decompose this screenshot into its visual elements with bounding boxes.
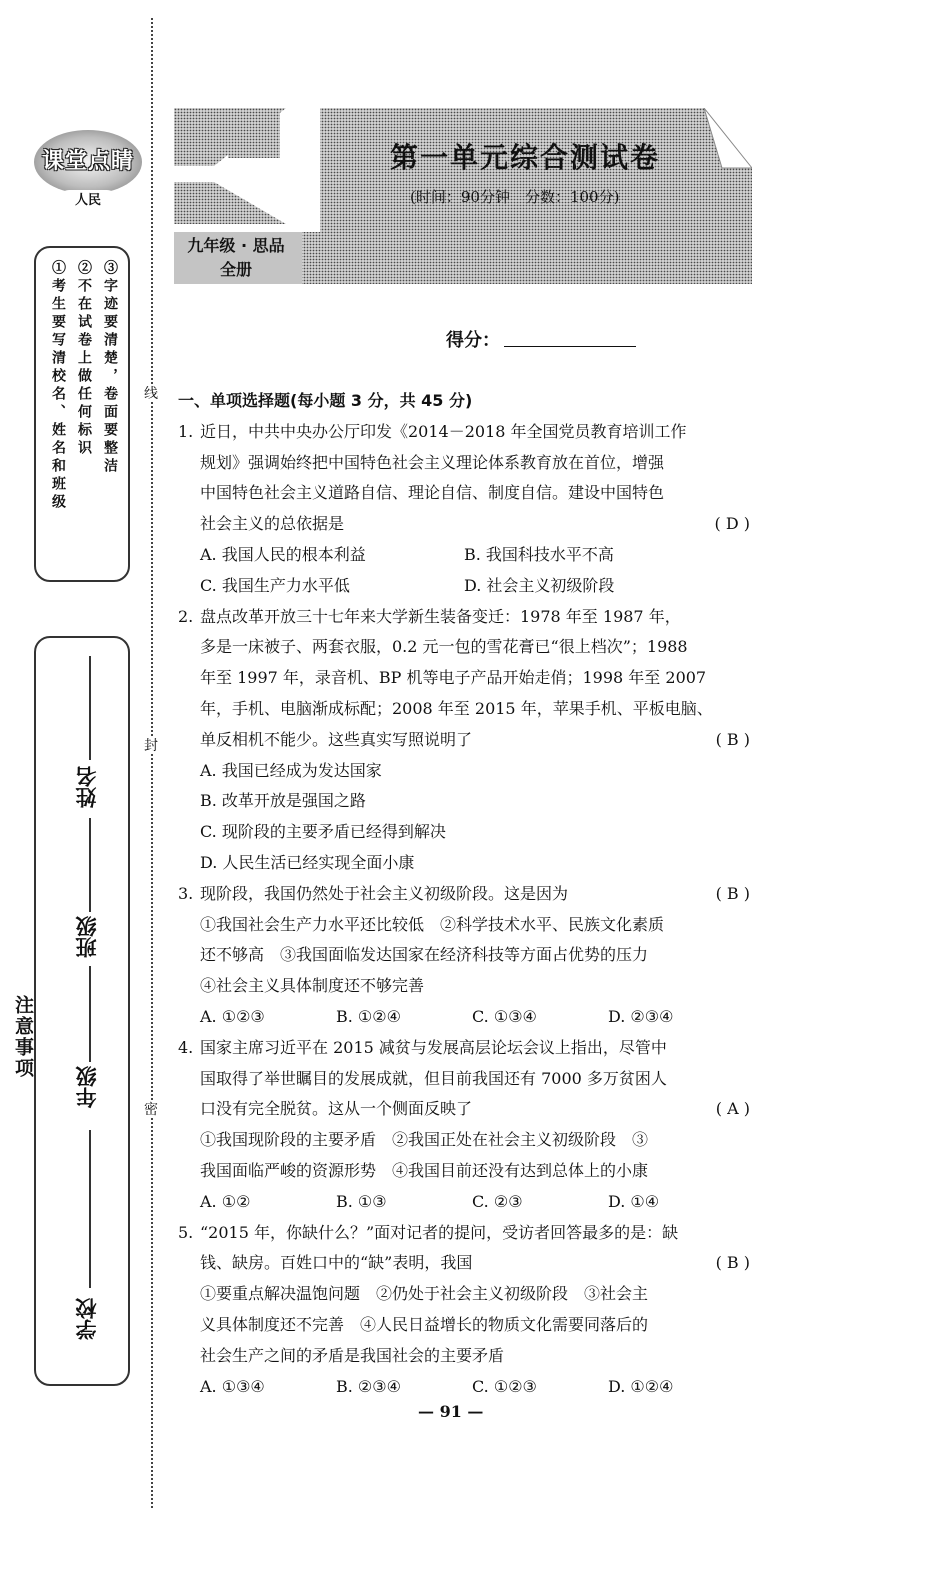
class-line (89, 818, 91, 912)
school-line (89, 1130, 91, 1288)
question-number: 2. (178, 606, 194, 626)
question-text-line: 义具体制度还不完善 ④人民日益增长的物质文化需要同落后的 (200, 1314, 649, 1334)
page-subtitle: (时间：90分钟 分数：100分) (410, 188, 620, 206)
grade-line (89, 966, 91, 1062)
option: A. 我国人民的根本利益 (200, 544, 366, 564)
question-4 (178, 1033, 750, 1187)
class-label-wrap (72, 916, 102, 958)
student-info-box (34, 636, 130, 1386)
options-row (178, 1187, 750, 1218)
question-text-line: 钱、缺房。百姓口中的“缺”表明，我国 ( B ) (200, 1248, 750, 1279)
option: D. ①④ (608, 1191, 660, 1211)
options-row (178, 540, 750, 571)
cut-mark-secret: 密 (144, 1102, 158, 1118)
option: D. 人民生活已经实现全面小康 (200, 852, 415, 872)
notes-box (34, 246, 130, 582)
question-text-line: 还不够高 ③我国面临发达国家在经济科技等方面占优势的压力 (200, 945, 649, 965)
cut-line (151, 18, 153, 1508)
option: C. 现阶段的主要矛盾已经得到解决 (200, 822, 446, 842)
page-title: 第一单元综合测试卷 (390, 141, 661, 174)
options-row (178, 571, 750, 602)
question-text-line: 口没有完全脱贫。这从一个侧面反映了 ( A ) (200, 1094, 750, 1125)
cut-mark-seal: 封 (144, 738, 158, 754)
cut-mark-line: 线 (144, 386, 158, 402)
option: A. 我国已经成为发达国家 (200, 760, 382, 780)
option: D. ①②④ (608, 1376, 674, 1396)
option: C. ①②③ (472, 1376, 537, 1396)
question-section (178, 386, 750, 1402)
question-text-line: ①我国社会生产力水平还比较低 ②科学技术水平、民族文化素质 (200, 914, 665, 934)
question-text-line: ①我国现阶段的主要矛盾 ②我国正处在社会主义初级阶段 ③ (200, 1130, 649, 1150)
question-text-line: 社会主义的总依据是 ( D ) (200, 509, 750, 540)
option: B. ①②④ (336, 1006, 401, 1026)
grade-subject (176, 234, 296, 282)
school-label: 学校 (75, 1298, 99, 1340)
banner-left-block (228, 108, 280, 158)
option: B. ②③④ (336, 1376, 401, 1396)
name-label: 姓名 (75, 766, 99, 808)
question-number: 5. (178, 1222, 194, 1242)
answer: ( B ) (715, 883, 750, 903)
question-5 (178, 1218, 750, 1372)
answer: ( B ) (715, 1253, 750, 1273)
option: A. ①② (200, 1191, 251, 1211)
name-label-wrap (72, 766, 102, 808)
notes-title: 注意事项 (12, 994, 34, 1079)
answer: ( A ) (715, 1099, 750, 1119)
question-text-line: 单反相机不能少。这些真实写照说明了 ( B ) (200, 725, 750, 756)
option: C. ①③④ (472, 1006, 537, 1026)
question-text-line: 近日，中共中央办公厅印发《2014－2018 年全国党员教育培训工作 (200, 421, 687, 441)
question-text-line: 社会生产之间的矛盾是我国社会的主要矛盾 (200, 1345, 505, 1365)
question-text-line: ①要重点解决温饱问题 ②仍处于社会主义初级阶段 ③社会主 (200, 1284, 649, 1304)
question-text-line: ④社会主义具体制度还不够完善 (200, 976, 425, 996)
question-text-line: 多是一床被子、两套衣服，0.2 元一包的雪花膏已“很上档次”；1988 (200, 637, 688, 657)
question-1 (178, 417, 750, 540)
note-line-3: ③字迹要清楚，卷面要整洁 (102, 260, 118, 476)
option: C. ②③ (472, 1191, 523, 1211)
question-text-line: “2015 年，你缺什么？”面对记者的提问，受访者回答最多的是：缺 (200, 1222, 679, 1242)
option: D. 社会主义初级阶段 (464, 575, 615, 595)
class-label: 班级 (75, 916, 99, 958)
option: B. 我国科技水平不高 (464, 544, 614, 564)
question-text-line: 国取得了举世瞩目的发展成就，但目前我国还有 7000 多万贫困人 (200, 1068, 667, 1088)
score-blank (504, 346, 636, 347)
question-text-line: 我国面临严峻的资源形势 ④我国目前还没有达到总体上的小康 (200, 1160, 649, 1180)
brand-logo (34, 130, 142, 214)
question-text-line: 现阶段，我国仍然处于社会主义初级阶段。这是因为 ( B ) (200, 879, 750, 910)
note-line-2: ②不在试卷上做任何标识 (76, 260, 92, 458)
question-text-line: 年，手机、电脑渐成标配；2008 年至 2015 年，苹果手机、平板电脑、 (200, 698, 713, 718)
grade-label: 年级 (75, 1066, 99, 1108)
option: C. 我国生产力水平低 (200, 575, 350, 595)
options-row (178, 1372, 750, 1403)
banner-corner-bottom (174, 182, 286, 224)
option: A. ①②③ (200, 1006, 265, 1026)
page-number: — 91 — (418, 1402, 484, 1421)
section-heading: 一、单项选择题(每小题 3 分，共 45 分) (178, 391, 473, 410)
answer: ( D ) (714, 514, 750, 534)
option: B. ①③ (336, 1191, 387, 1211)
question-number: 4. (178, 1037, 194, 1057)
answer: ( B ) (715, 729, 750, 749)
option: A. ①③④ (200, 1376, 265, 1396)
question-text-line: 年至 1997 年，录音机、BP 机等电子产品开始走俏；1998 年至 2007 (200, 668, 707, 688)
score-label: 得分： (446, 330, 500, 351)
option: D. ②③④ (608, 1006, 674, 1026)
question-2 (178, 602, 750, 756)
grade-label-wrap (72, 1066, 102, 1108)
question-number: 3. (178, 883, 194, 903)
school-label-wrap (72, 1298, 102, 1340)
question-number: 1. (178, 421, 194, 441)
volume-text: 全册 (219, 260, 252, 279)
option: B. 改革开放是强国之路 (200, 791, 366, 811)
question-text-line: 中国特色社会主义道路自信、理论自信、制度自信。建设中国特色 (200, 483, 665, 503)
options-row (178, 1002, 750, 1033)
question-text-line: 盘点改革开放三十七年来大学新生装备变迁：1978 年至 1987 年， (200, 606, 681, 626)
name-line (89, 656, 91, 760)
note-line-1: ①考生要写清校名、姓名和班级 (50, 260, 66, 512)
question-text-line: 规划》强调始终把中国特色社会主义理论体系教育放在首位，增强 (200, 452, 665, 472)
question-text-line: 国家主席习近平在 2015 减贫与发展高层论坛会议上指出，尽管中 (200, 1037, 667, 1057)
grade-text: 九年级 · 思品 (187, 236, 285, 255)
brand-name: 课堂点睛 (41, 149, 134, 174)
question-3 (178, 879, 750, 1002)
brand-publisher: 人民 (58, 190, 118, 212)
